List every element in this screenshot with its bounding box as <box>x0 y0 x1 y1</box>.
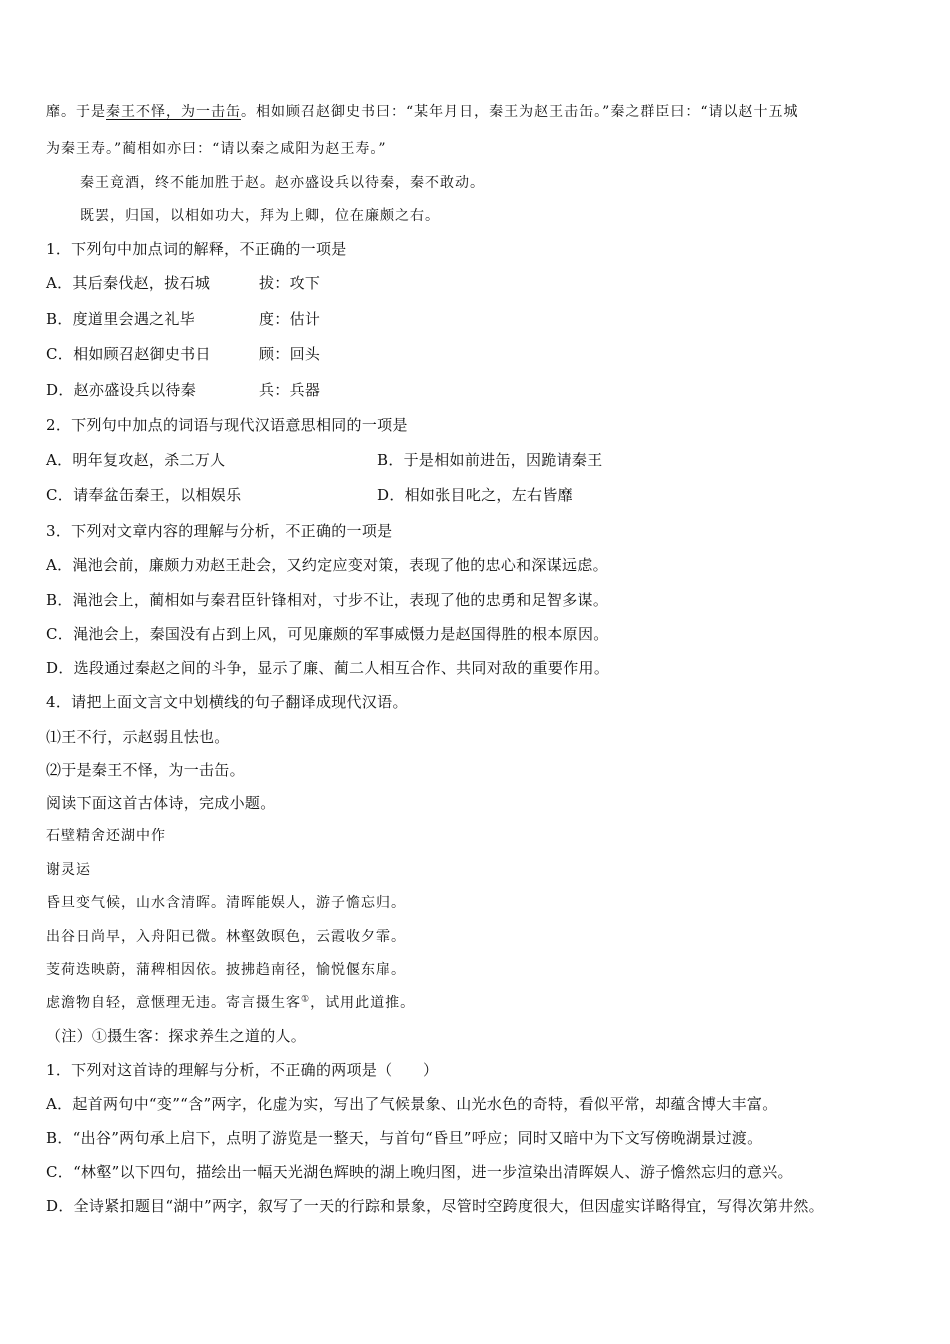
q3-option-d: D．选段通过秦赵之间的斗争，显示了廉、蔺二人相互合作、共同对敌的重要作用。 <box>46 659 610 677</box>
q1-option-d-sentence: D．赵亦盛设兵以待秦 <box>46 381 197 399</box>
q1-stem: 1．下列句中加点词的解释，不正确的一项是 <box>46 240 347 258</box>
q1-option-c-meaning: 顾：回头 <box>259 345 321 363</box>
poem-q1-option-b: B．“出谷”两句承上启下，点明了游览是一整天，与首句“昏旦”呼应；同时又暗中为下文写傍晚湖景过渡。 <box>46 1129 763 1147</box>
poem-q1-stem: 1．下列对这首诗的理解与分析，不正确的两项是（ ） <box>46 1061 439 1079</box>
footnote-marker: ① <box>301 994 311 1005</box>
q1-option-b <box>46 309 546 329</box>
passage-line-4: 既罢，归国，以相如功大，拜为上卿，位在廉颇之右。 <box>80 208 440 224</box>
poem-intro: 阅读下面这首古体诗，完成小题。 <box>46 794 276 812</box>
q4-item-1: ⑴王不行，示赵弱且怯也。 <box>46 728 230 746</box>
q2-option-c: C．请奉盆缶秦王，以相娱乐 <box>46 486 242 504</box>
passage-line-3: 秦王竟酒，终不能加胜于赵。赵亦盛设兵以待秦，秦不敢动。 <box>80 175 485 191</box>
q1-option-a <box>46 273 546 293</box>
q1-option-b-meaning: 度：估计 <box>259 310 321 328</box>
poem-author: 谢灵运 <box>46 862 91 878</box>
q2-option-d: D．相如张目叱之，左右皆靡 <box>377 486 573 504</box>
q3-option-a: A．渑池会前，廉颇力劝赵王赴会，又约定应变对策，表现了他的忠心和深谋远虑。 <box>46 556 608 574</box>
q3-option-b: B．渑池会上，蔺相如与秦君臣针锋相对，寸步不让，表现了他的忠勇和足智多谋。 <box>46 591 609 609</box>
q2-row-1 <box>46 450 906 470</box>
q1-option-d <box>46 380 546 400</box>
q1-option-a-meaning: 拔：攻下 <box>259 274 321 292</box>
passage-line-1 <box>46 102 798 122</box>
q4-item-2: ⑵于是秦王不怿，为一击缶。 <box>46 761 245 779</box>
q4-stem: 4．请把上面文言文中划横线的句子翻译成现代汉语。 <box>46 693 408 711</box>
poem-line-4-post: ，试用此道推。 <box>310 995 416 1011</box>
q2-row-2 <box>46 485 906 505</box>
underlined-sentence: 秦王不怿，为一击缶 <box>106 104 241 120</box>
poem-line-4-pre: 虑澹物自轻，意惬理无违。寄言摄生客 <box>46 995 301 1011</box>
q2-stem: 2．下列句中加点的词语与现代汉语意思相同的一项是 <box>46 416 408 434</box>
q2-option-b: B．于是相如前进缶，因跪请秦王 <box>377 451 603 469</box>
q1-option-c <box>46 344 546 364</box>
poem-line-2: 出谷日尚早，入舟阳已微。林壑敛暝色，云霞收夕霏。 <box>46 929 406 945</box>
poem-line-3: 芰荷迭映蔚，蒲稗相因依。披拂趋南径，愉悦偃东扉。 <box>46 962 406 978</box>
q1-option-c-sentence: C．相如顾召赵御史书日 <box>46 345 211 363</box>
q3-stem: 3．下列对文章内容的理解与分析，不正确的一项是 <box>46 522 393 540</box>
q1-option-a-sentence: A．其后秦伐赵，拔石城 <box>46 274 211 292</box>
poem-q1-option-c: C．“林壑”以下四句，描绘出一幅天光湖色辉映的湖上晚归图，进一步渲染出清晖娱人、游子憺然忘归的意兴。 <box>46 1163 793 1181</box>
poem-line-1: 昏旦变气候，山水含清晖。清晖能娱人，游子憺忘归。 <box>46 895 406 911</box>
passage-line-1-pre: 靡。于是 <box>46 104 106 120</box>
poem-q1-option-a: A．起首两句中“变”“含”两字，化虚为实，写出了气候景象、山光水色的奇特，看似平常，却蕴含博大丰富。 <box>46 1095 778 1113</box>
q2-option-a: A．明年复攻赵，杀二万人 <box>46 451 226 469</box>
poem-title: 石壁精舍还湖中作 <box>46 828 166 844</box>
passage-line-2: 为秦王寿。”蔺相如亦曰：“请以秦之咸阳为赵王寿。” <box>46 141 387 157</box>
q1-option-d-meaning: 兵：兵器 <box>259 381 321 399</box>
poem-q1-option-d: D．全诗紧扣题目“湖中”两字，叙写了一天的行踪和景象，尽管时空跨度很大，但因虚实详略得宜，写得次第井然。 <box>46 1197 824 1215</box>
poem-line-4 <box>46 993 415 1013</box>
q1-option-b-sentence: B．度道里会遇之礼毕 <box>46 310 196 328</box>
q3-option-c: C．渑池会上，秦国没有占到上风，可见廉颇的军事威慑力是赵国得胜的根本原因。 <box>46 625 609 643</box>
poem-note: （注）①摄生客：探求养生之道的人。 <box>46 1027 307 1045</box>
passage-line-1-post: 。相如顾召赵御史书曰：“某年月日，秦王为赵王击缶。”秦之群臣曰：“请以赵十五城 <box>241 104 799 120</box>
